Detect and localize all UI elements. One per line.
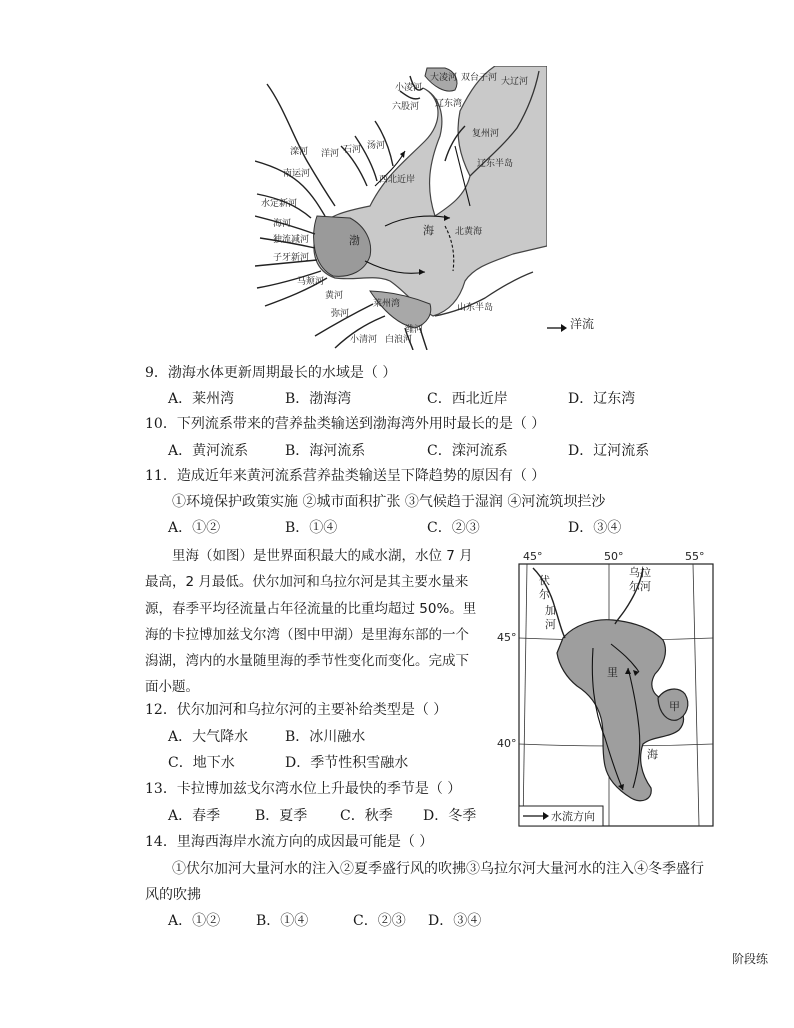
passage-line-4: 海的卡拉博加兹戈尔湾（图中甲湖）是里海东部的一个 bbox=[145, 627, 469, 643]
q14-choices-line-1: ①伏尔加河大量河水的注入②夏季盛行风的吹拂③乌拉尔河大量河水的注入④冬季盛行 bbox=[172, 861, 704, 877]
q11-option-a[interactable]: A．①② bbox=[168, 520, 221, 536]
map2-lon-45: 45° bbox=[523, 550, 543, 563]
map1-label-baiyu: 白浪河 bbox=[385, 335, 413, 345]
q12-option-c[interactable]: C．地下水 bbox=[168, 755, 235, 771]
map2-label-hai: 海 bbox=[647, 748, 658, 761]
map2-ural-1: 乌拉 bbox=[629, 566, 651, 579]
q12-option-d[interactable]: D．季节性积雪融水 bbox=[285, 755, 409, 771]
map1-label-fuzhou: 复州河 bbox=[472, 129, 500, 139]
q9-option-d[interactable]: D．辽东湾 bbox=[568, 391, 636, 407]
map2-label-li: 里 bbox=[607, 666, 618, 679]
map1-label-weihe: 潍河 bbox=[405, 325, 424, 335]
q11-option-b[interactable]: B．①④ bbox=[285, 520, 338, 536]
map1-label-yongding: 水定新河 bbox=[261, 199, 298, 209]
map2-volga-3: 加 bbox=[545, 604, 556, 617]
q11-stem: 11．造成近年来黄河流系营养盐类输送呈下降趋势的原因有（ ） bbox=[145, 468, 546, 484]
q14-stem: 14．里海西海岸水流方向的成因最可能是（ ） bbox=[145, 834, 434, 850]
map2-lat-45: 45° bbox=[497, 631, 517, 644]
map1-label-xiaoling: 小凌河 bbox=[395, 83, 423, 93]
q11-option-d[interactable]: D．③④ bbox=[568, 520, 622, 536]
map1-label-liaohe: 大辽河 bbox=[501, 77, 529, 87]
q13-stem: 13．卡拉博加兹戈尔湾水位上升最快的季节是（ ） bbox=[145, 781, 462, 797]
q10-option-d[interactable]: D．辽河流系 bbox=[568, 443, 650, 459]
q12-option-a[interactable]: A．大气降水 bbox=[168, 729, 249, 745]
map1-label-luanhe: 滦河 bbox=[290, 147, 309, 157]
map1-label-shandong: 山东半岛 bbox=[457, 303, 494, 313]
passage-line-3: 源，春季平均径流量占年径流量的比重均超过 50%。里 bbox=[145, 601, 477, 617]
map1-label-xibei: 西北近岸 bbox=[379, 175, 416, 185]
map1-label-majia: 马颊河 bbox=[297, 277, 325, 287]
map1-label-beihuanghai: 北黄海 bbox=[455, 227, 483, 237]
map2-volga-1: 伏 bbox=[539, 574, 550, 587]
q12-stem: 12．伏尔加河和乌拉尔河的主要补给类型是（ ） bbox=[145, 702, 448, 718]
map1-label-laizhou: 莱州湾 bbox=[373, 299, 401, 309]
map1-label-huanghe: 黄河 bbox=[325, 291, 344, 301]
q9-option-a[interactable]: A．莱州湾 bbox=[168, 391, 235, 407]
map1-label-daling: 大凌河 bbox=[430, 73, 458, 83]
map1-label-haihe: 海河 bbox=[273, 219, 292, 229]
q13-option-d[interactable]: D．冬季 bbox=[423, 808, 477, 824]
q10-stem: 10．下列流系带来的营养盐类输送到渤海湾外用时最长的是（ ） bbox=[145, 416, 546, 432]
q10-option-c[interactable]: C．滦河流系 bbox=[427, 443, 508, 459]
q9-option-b[interactable]: B．渤海湾 bbox=[285, 391, 352, 407]
q12-option-b[interactable]: B．冰川融水 bbox=[285, 729, 366, 745]
q13-option-b[interactable]: B．夏季 bbox=[255, 808, 308, 824]
map1-label-shuangtai: 双台子河 bbox=[461, 73, 498, 83]
footer-label: 阶段练 bbox=[732, 952, 769, 966]
map1-label-liaodongwan: 辽东湾 bbox=[435, 99, 463, 109]
map1-label-hai: 海 bbox=[423, 224, 434, 237]
passage-line-2: 最高，2 月最低。伏尔加河和乌拉尔河是其主要水量来 bbox=[145, 574, 469, 590]
q10-option-b[interactable]: B．海河流系 bbox=[285, 443, 366, 459]
map1-label-xiaoqing: 小清河 bbox=[350, 335, 378, 345]
map1-label-shihe: 石河 bbox=[343, 145, 362, 155]
map2-lat-40: 40° bbox=[497, 737, 517, 750]
map1-label-mihe: 弥河 bbox=[331, 309, 350, 319]
map1-label-duliu: 独流减河 bbox=[273, 235, 310, 245]
q10-option-a[interactable]: A．黄河流系 bbox=[168, 443, 249, 459]
map2-lon-55: 55° bbox=[685, 550, 705, 563]
q9-stem: 9．渤海水体更新周期最长的水域是（ ） bbox=[145, 365, 397, 381]
map1-label-liaodong: 辽东半岛 bbox=[477, 159, 514, 169]
map1-label-bo: 渤 bbox=[349, 234, 360, 247]
map1-label-tanghe: 汤河 bbox=[367, 141, 386, 151]
map1-label-ziya: 子牙新河 bbox=[273, 253, 310, 263]
map1-label-nanyun: 南运河 bbox=[283, 169, 311, 179]
map2-volga-2: 尔 bbox=[539, 588, 550, 601]
current-arrow-icon bbox=[547, 318, 567, 328]
q13-option-a[interactable]: A．春季 bbox=[168, 808, 221, 824]
map1-label-liugu: 六股河 bbox=[392, 102, 420, 112]
map2-lon-50: 50° bbox=[604, 550, 624, 563]
q14-option-c[interactable]: C．②③ bbox=[353, 913, 406, 929]
map2-legend-label: 水流方向 bbox=[551, 810, 595, 823]
map2-ural-2: 尔河 bbox=[629, 580, 651, 593]
q14-option-d[interactable]: D．③④ bbox=[428, 913, 482, 929]
q11-choices: ①环境保护政策实施 ②城市面积扩张 ③气候趋于湿润 ④河流筑坝拦沙 bbox=[172, 494, 606, 510]
map1-label-yangliu: 洋流 bbox=[570, 317, 595, 331]
bohai-sea-map bbox=[255, 66, 547, 350]
map2-volga-4: 河 bbox=[545, 618, 556, 631]
q13-option-c[interactable]: C．秋季 bbox=[340, 808, 393, 824]
passage-line-5: 潟湖，湾内的水量随里海的季节性变化而变化。完成下 bbox=[145, 653, 469, 669]
passage-line-1: 里海（如图）是世界面积最大的咸水湖，水位 7 月 bbox=[172, 548, 473, 564]
map2-label-jia: 甲 bbox=[669, 700, 680, 713]
q11-option-c[interactable]: C．②③ bbox=[427, 520, 480, 536]
q14-option-b[interactable]: B．①④ bbox=[256, 913, 309, 929]
q14-option-a[interactable]: A．①② bbox=[168, 913, 221, 929]
caspian-sea-map bbox=[493, 548, 719, 830]
map1-label-yanghe: 洋河 bbox=[321, 149, 340, 159]
q14-choices-line-2: 风的吹拂 bbox=[145, 887, 201, 903]
q9-option-c[interactable]: C．西北近岸 bbox=[427, 391, 508, 407]
passage-line-6: 面小题。 bbox=[145, 679, 199, 695]
